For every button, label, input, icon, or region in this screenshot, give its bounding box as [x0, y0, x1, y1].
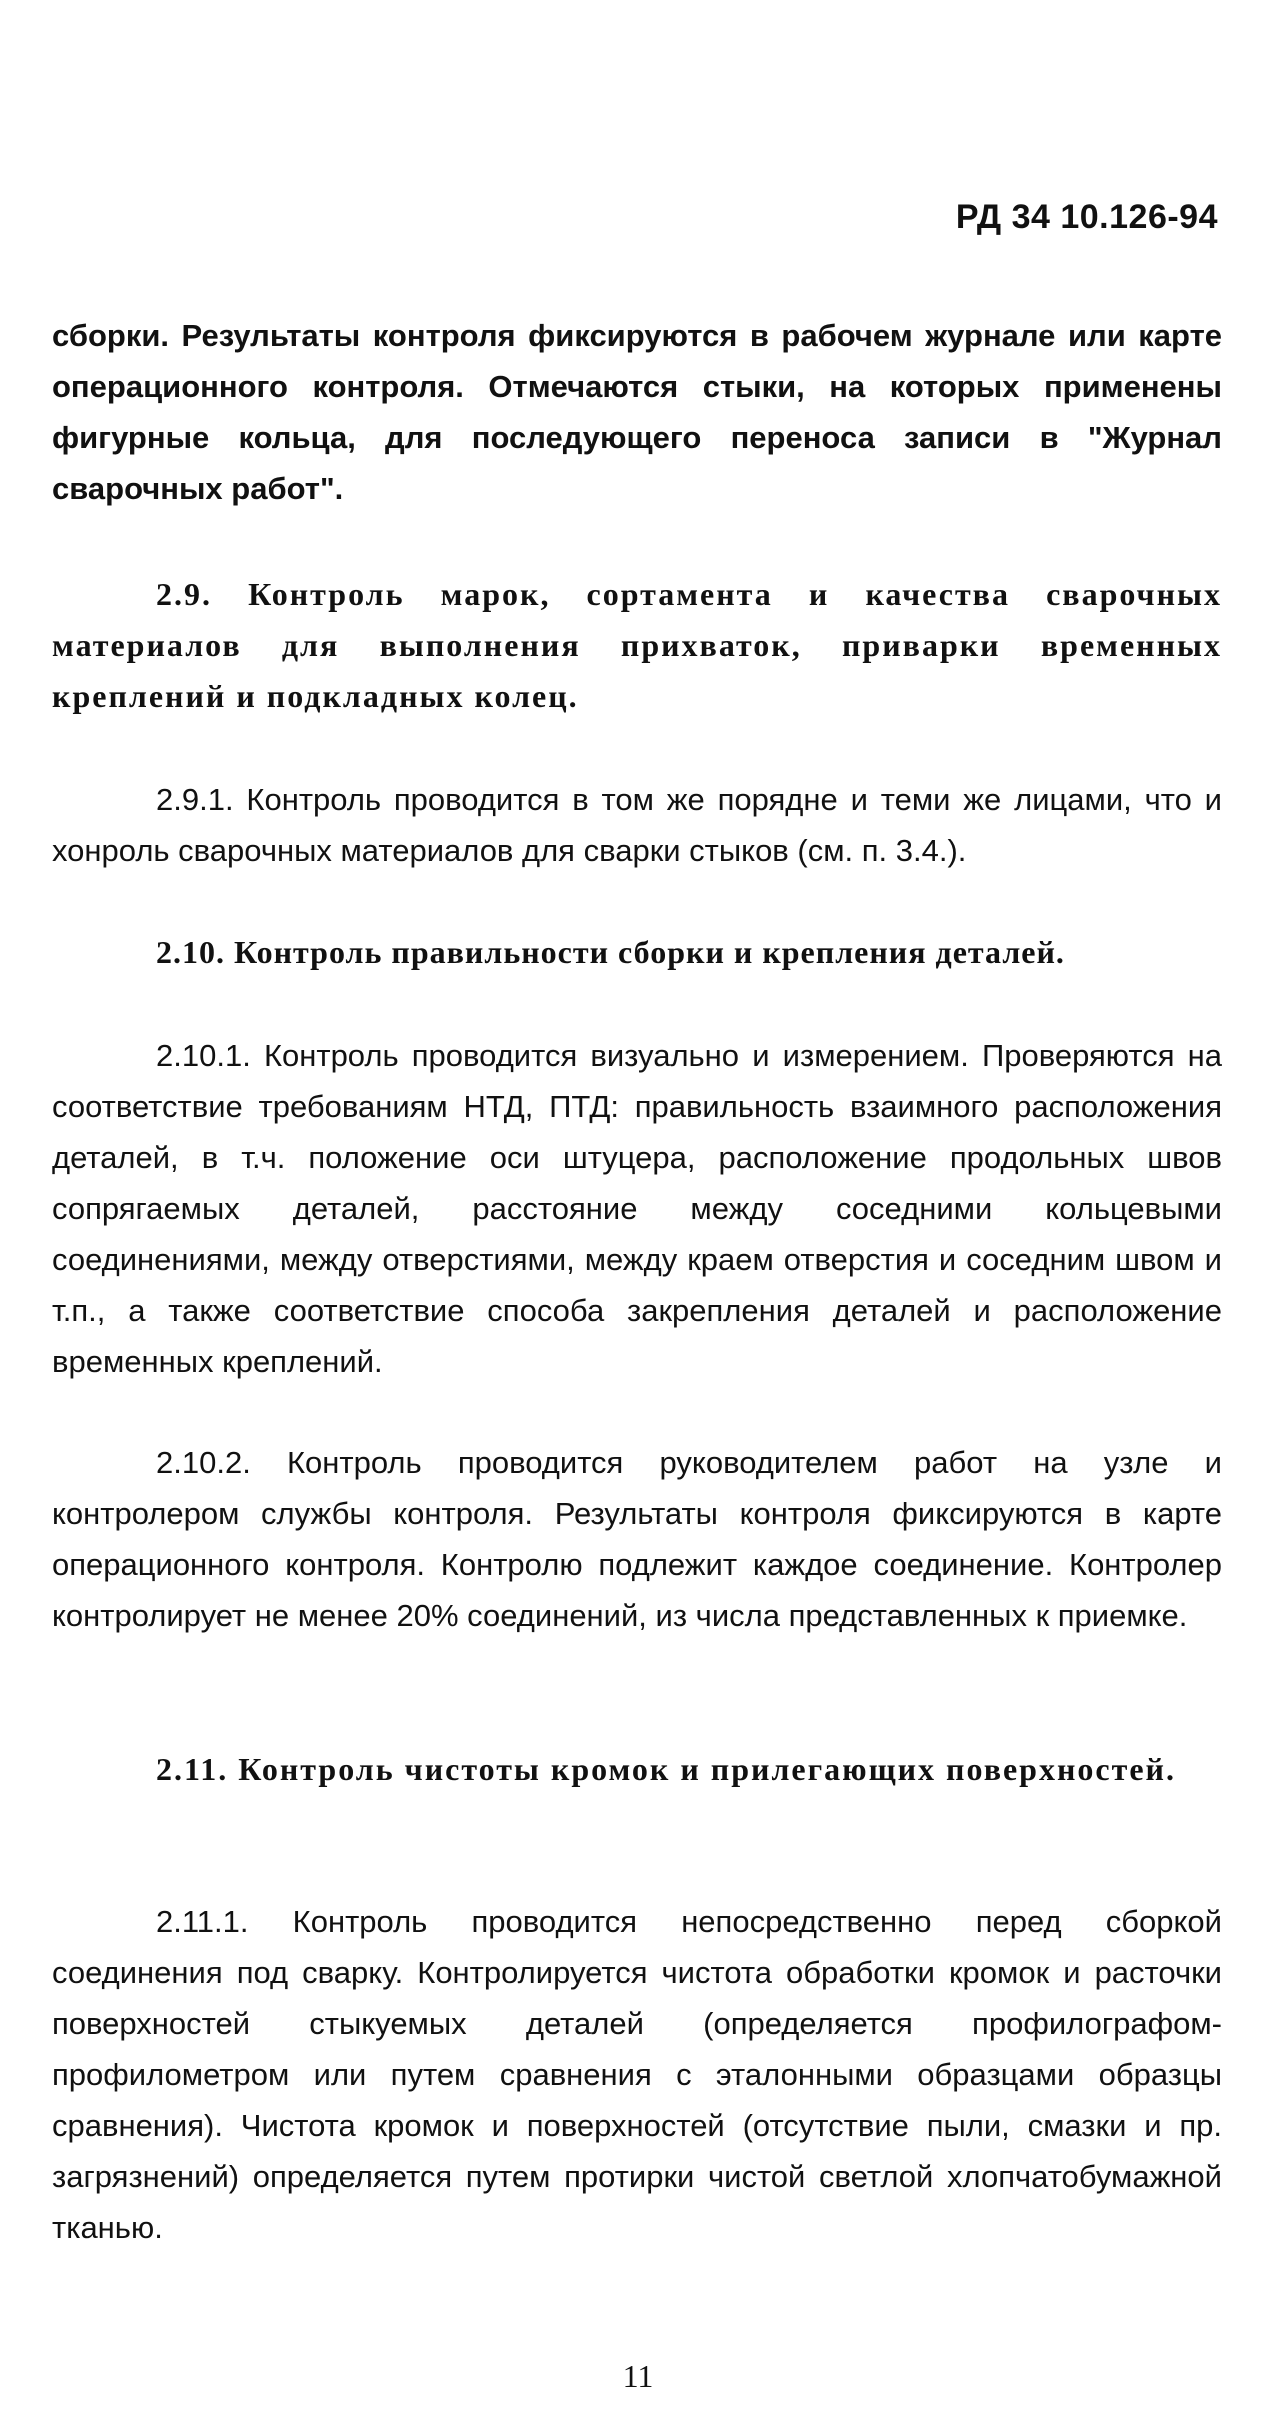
paragraph-2-9-1: 2.9.1. Контроль проводится в том же порядне и теми же лицами, что и хонроль сварочных материалов для сварки стыков (см. п. 3.4.).: [52, 782, 1222, 868]
paragraph-2-11-1: 2.11.1. Контроль проводится непосредственно перед сборкой соединения под сварку. Контролируется чистота обработки кромок и расточки поверхностей стыкуемых деталей (определяется профилографом-профилометром или путем сравнения с эталонными образцами образцы сравнения). Чистота кромок и поверхностей (отсутствие пыли, смазки и пр. загрязнений) определяется путем протирки чистой светлой хлопчатобумажной тканью.: [52, 1904, 1222, 2245]
paragraph-2-10-1: 2.10.1. Контроль проводится визуально и измерением. Проверяются на соответствие требованиям НТД, ПТД: правильность взаимного расположения деталей, в т.ч. положение оси штуцера, расположение продольных швов сопрягаемых деталей, расстояние между соседними кольцевыми соединениями, между отверстиями, между краем отверстия и соседним швом и т.п., а также соответствие способа закрепления деталей и расположение временных креплений.: [52, 1038, 1222, 1379]
section-heading-2-9: 2.9. Контроль марок, сортамента и качества сварочных материалов для выполнения прихваток, приварки временных креплений и подкладных колец.: [52, 576, 1222, 714]
document-code: РД 34 10.126-94: [955, 198, 1218, 236]
section-heading-2-10: 2.10. Контроль правильности сборки и крепления деталей.: [156, 934, 1065, 970]
section-heading-2-11: 2.11. Контроль чистоты кромок и прилегающих поверхностей.: [156, 1751, 1176, 1787]
page-number: 11: [622, 2358, 654, 2394]
paragraph-intro: сборки. Результаты контроля фиксируются в рабочем журнале или карте операционного контроля. Отмечаются стыки, на которых применены фигурные кольца, для последующего переноса записи в "Журнал сварочных работ".: [52, 318, 1222, 506]
paragraph-2-10-2: 2.10.2. Контроль проводится руководителем работ на узле и контролером службы контроля. Результаты контроля фиксируются в карте операционного контроля. Контролю подлежит каждое соединение. Контролер контролирует не менее 20% соединений, из числа представленных к приемке.: [52, 1445, 1222, 1633]
